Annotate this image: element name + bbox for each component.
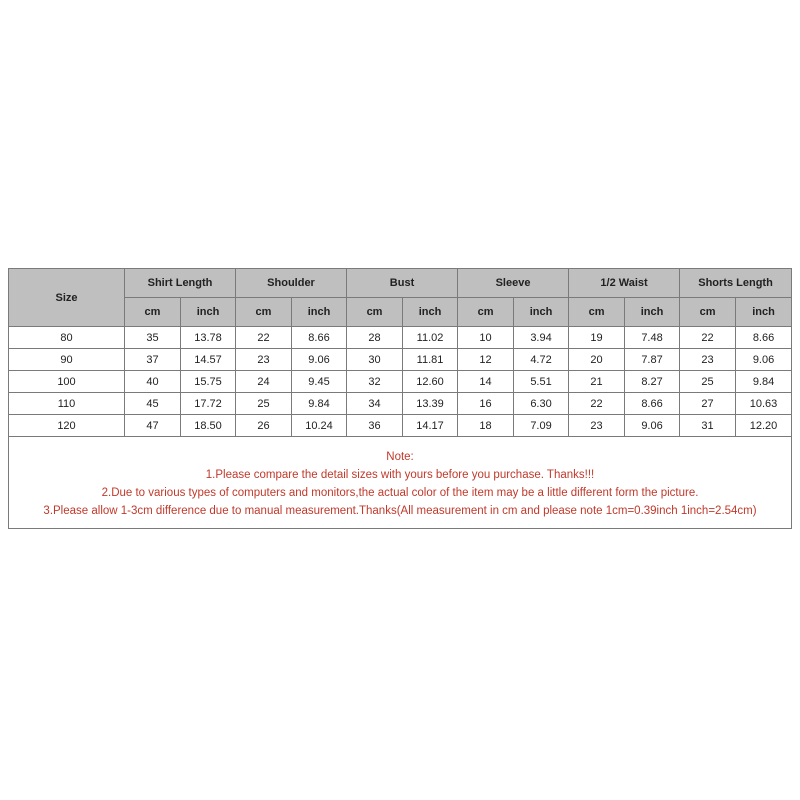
table-cell: 35 — [125, 327, 181, 349]
note-line-1: 1.Please compare the detail sizes with yours before you purchase. Thanks!!! — [205, 468, 595, 481]
table-cell: 10.63 — [736, 393, 792, 415]
notes-row — [9, 437, 792, 529]
unit-header: cm — [125, 298, 181, 327]
size-cell: 120 — [9, 415, 125, 437]
unit-header: cm — [569, 298, 625, 327]
size-cell: 90 — [9, 349, 125, 371]
table-cell: 13.78 — [181, 327, 236, 349]
unit-header: inch — [181, 298, 236, 327]
table-cell: 36 — [347, 415, 403, 437]
table-cell: 40 — [125, 371, 181, 393]
table-cell: 4.72 — [514, 349, 569, 371]
table-cell: 14 — [458, 371, 514, 393]
unit-header: cm — [347, 298, 403, 327]
header-unit-row — [9, 298, 792, 327]
unit-header: inch — [292, 298, 347, 327]
table-cell: 18 — [458, 415, 514, 437]
table-cell: 24 — [236, 371, 292, 393]
bust-header: Bust — [347, 269, 458, 298]
table-body — [9, 327, 792, 529]
table-cell: 6.30 — [514, 393, 569, 415]
size-cell: 100 — [9, 371, 125, 393]
table-cell: 9.84 — [292, 393, 347, 415]
table-cell: 8.66 — [292, 327, 347, 349]
shorts-length-header: Shorts Length — [680, 269, 792, 298]
table-row — [9, 349, 792, 371]
table-header — [9, 269, 792, 327]
table-cell: 37 — [125, 349, 181, 371]
table-cell: 14.17 — [403, 415, 458, 437]
sleeve-header: Sleeve — [458, 269, 569, 298]
note-line-2: 2.Due to various types of computers and monitors,the actual color of the item may be a little different form the picture. — [101, 486, 699, 499]
table-cell: 12 — [458, 349, 514, 371]
table-cell: 10.24 — [292, 415, 347, 437]
unit-header: cm — [458, 298, 514, 327]
table-cell: 30 — [347, 349, 403, 371]
table-cell: 11.81 — [403, 349, 458, 371]
table-row — [9, 393, 792, 415]
table-cell: 18.50 — [181, 415, 236, 437]
table-cell: 22 — [236, 327, 292, 349]
table-cell: 21 — [569, 371, 625, 393]
table-cell: 11.02 — [403, 327, 458, 349]
table-cell: 26 — [236, 415, 292, 437]
table-cell: 22 — [680, 327, 736, 349]
table-cell: 22 — [569, 393, 625, 415]
table-cell: 7.09 — [514, 415, 569, 437]
shirt-length-header: Shirt Length — [125, 269, 236, 298]
header-group-row — [9, 269, 792, 298]
table-cell: 9.45 — [292, 371, 347, 393]
table-cell: 31 — [680, 415, 736, 437]
table-cell: 15.75 — [181, 371, 236, 393]
size-chart-table — [8, 268, 792, 529]
table-row — [9, 371, 792, 393]
table-cell: 28 — [347, 327, 403, 349]
table-cell: 27 — [680, 393, 736, 415]
table-cell: 25 — [236, 393, 292, 415]
table-cell: 34 — [347, 393, 403, 415]
table-cell: 9.06 — [736, 349, 792, 371]
table-cell: 20 — [569, 349, 625, 371]
table-cell: 12.20 — [736, 415, 792, 437]
table-cell: 23 — [569, 415, 625, 437]
table-cell: 7.87 — [625, 349, 680, 371]
table-cell: 19 — [569, 327, 625, 349]
table-cell: 14.57 — [181, 349, 236, 371]
table-cell: 5.51 — [514, 371, 569, 393]
table-cell: 12.60 — [403, 371, 458, 393]
table-cell: 9.06 — [292, 349, 347, 371]
table-cell: 8.66 — [625, 393, 680, 415]
table-cell: 25 — [680, 371, 736, 393]
half-waist-header: 1/2 Waist — [569, 269, 680, 298]
table-cell: 9.06 — [625, 415, 680, 437]
size-cell: 110 — [9, 393, 125, 415]
unit-header: inch — [625, 298, 680, 327]
unit-header: inch — [514, 298, 569, 327]
size-header: Size — [9, 269, 125, 327]
notes-cell — [9, 437, 792, 529]
unit-header: inch — [403, 298, 458, 327]
size-cell: 80 — [9, 327, 125, 349]
table-cell: 45 — [125, 393, 181, 415]
table-cell: 9.84 — [736, 371, 792, 393]
table-cell: 8.66 — [736, 327, 792, 349]
shoulder-header: Shoulder — [236, 269, 347, 298]
table-cell: 32 — [347, 371, 403, 393]
table-cell: 13.39 — [403, 393, 458, 415]
table-cell: 23 — [236, 349, 292, 371]
table-cell: 10 — [458, 327, 514, 349]
unit-header: inch — [736, 298, 792, 327]
table-cell: 3.94 — [514, 327, 569, 349]
note-line-3: 3.Please allow 1-3cm difference due to manual measurement.Thanks(All measurement in cm and please note 1cm=0.39inch 1inch=2.54cm) — [43, 504, 757, 517]
table-cell: 17.72 — [181, 393, 236, 415]
unit-header: cm — [680, 298, 736, 327]
table-cell: 16 — [458, 393, 514, 415]
unit-header: cm — [236, 298, 292, 327]
table-cell: 23 — [680, 349, 736, 371]
table-cell: 7.48 — [625, 327, 680, 349]
table-row — [9, 415, 792, 437]
table-row — [9, 327, 792, 349]
table-cell: 8.27 — [625, 371, 680, 393]
table-cell: 47 — [125, 415, 181, 437]
notes-title: Note: — [386, 450, 414, 463]
